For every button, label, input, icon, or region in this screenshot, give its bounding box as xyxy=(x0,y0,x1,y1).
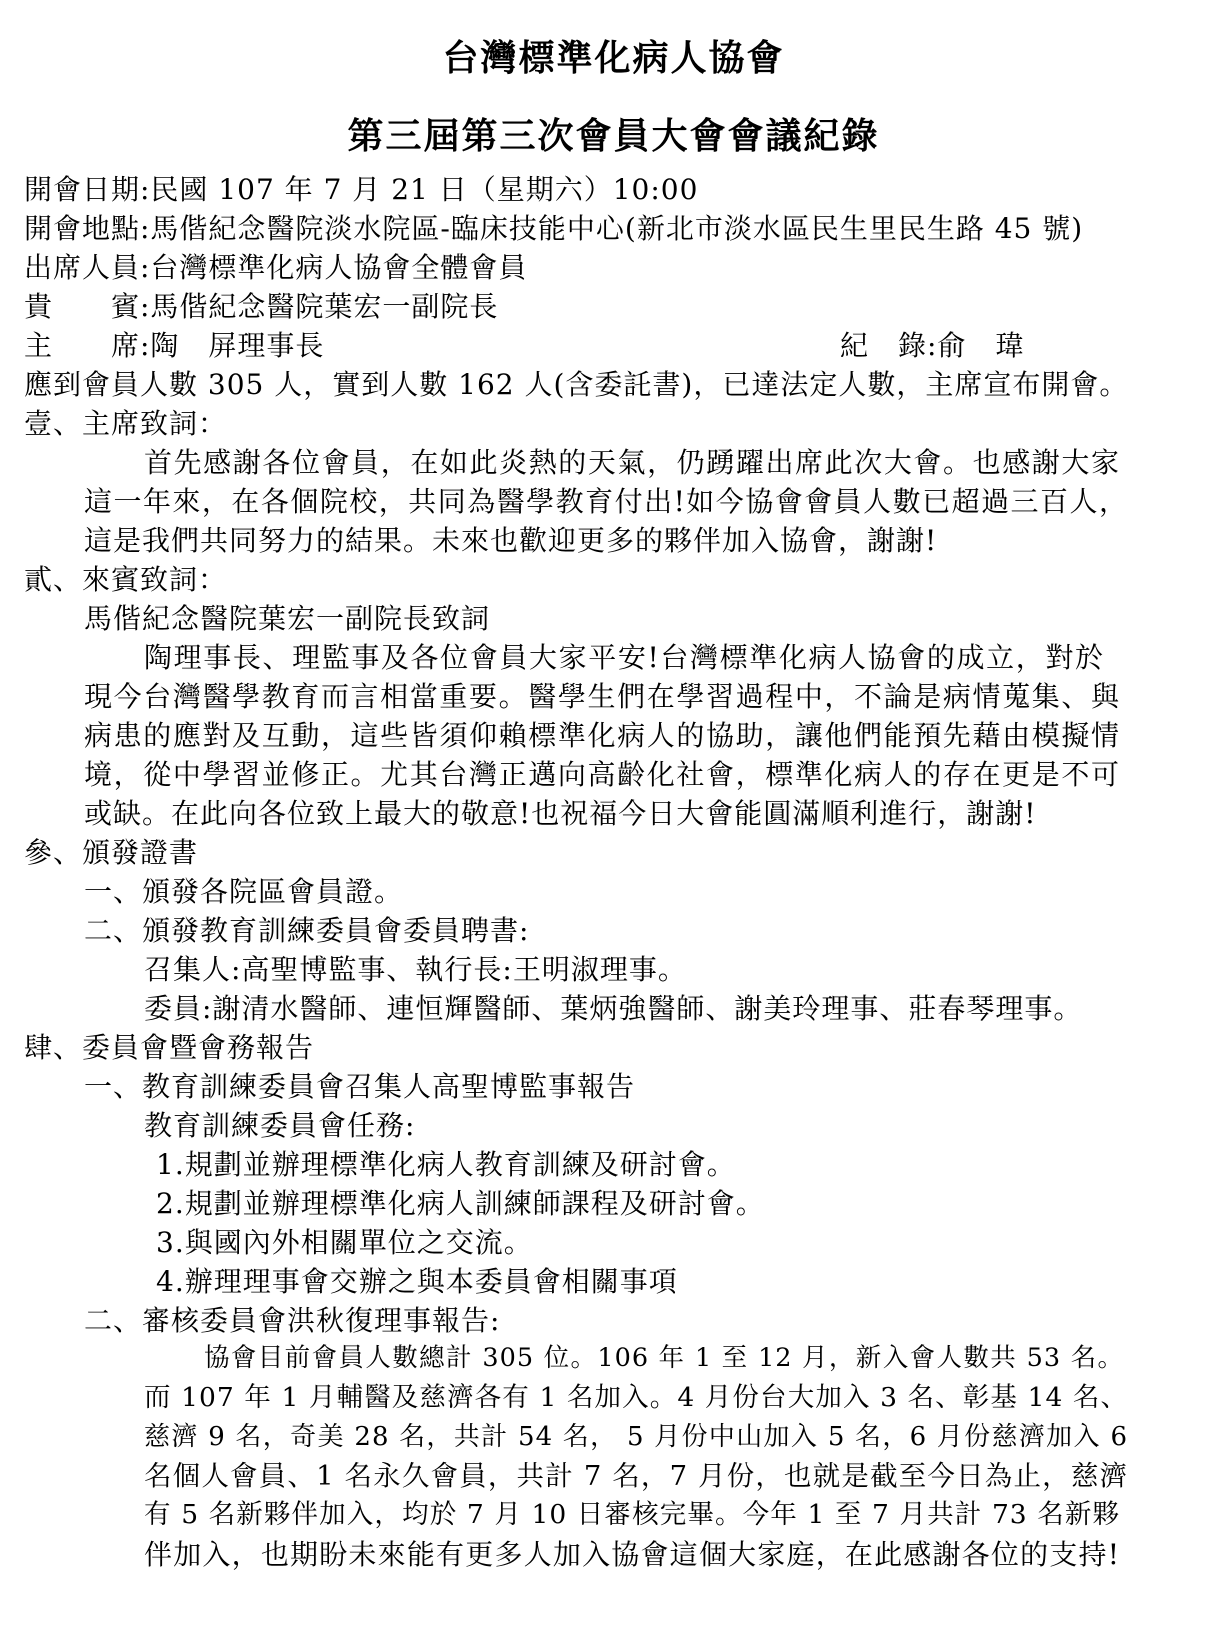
section-1-heading: 壹、主席致詞： xyxy=(24,407,228,440)
section-2-line: 或缺。在此向各位致上最大的敬意!也祝福今日大會能圓滿順利進行，謝謝! xyxy=(84,797,1037,830)
task-item: 4.辦理理事會交辦之與本委員會相關事項 xyxy=(156,1265,678,1298)
section-2-speaker: 馬偕紀念醫院葉宏一副院長致詞 xyxy=(84,602,491,635)
report-line: 伴加入，也期盼未來能有更多人加入協會這個大家庭，在此感謝各位的支持! xyxy=(144,1538,1120,1571)
task-item: 2.規劃並辦理標準化病人訓練師課程及研討會。 xyxy=(156,1187,765,1220)
section-2-line: 病患的應對及互動，這些皆須仰賴標準化病人的協助，讓他們能預先藉由模擬情 xyxy=(84,719,1120,752)
section-3-item: 二、頒發教育訓練委員會委員聘書: xyxy=(84,914,530,947)
section-2-line: 境，從中學習並修正。尤其台灣正邁向高齡化社會，標準化病人的存在更是不可 xyxy=(84,758,1120,791)
section-3-heading: 參、頒發證書 xyxy=(24,836,199,869)
document-subtitle: 第三屆第三次會員大會會議紀錄 xyxy=(347,115,880,157)
section-2-heading: 貳、來賓致詞： xyxy=(24,563,228,596)
task-item: 3.與國內外相關單位之交流。 xyxy=(156,1226,533,1259)
section-3-item: 一、頒發各院區會員證。 xyxy=(84,875,404,908)
section-1-line: 首先感謝各位會員，在如此炎熱的天氣，仍踴躍出席此次大會。也感謝大家 xyxy=(144,446,1120,479)
attendees: 出席人員:台灣標準化病人協會全體會員 xyxy=(24,251,528,284)
report-line: 而 107 年 1 月輔醫及慈濟各有 1 名加入。4 月份台大加入 3 名、彰基 14 名、 xyxy=(144,1382,1128,1413)
committee-members: 委員:謝清水醫師、連恒輝醫師、葉炳強醫師、謝美玲理事、莊春琴理事。 xyxy=(144,992,1083,1025)
guest: 貴 賓:馬偕紀念醫院葉宏一副院長 xyxy=(24,290,499,323)
quorum-statement: 應到會員人數 305 人，實到人數 162 人(含委託書)，已達法定人數，主席宣布開會。 xyxy=(24,368,1129,401)
section-2-line: 陶理事長、理監事及各位會員大家平安!台灣標準化病人協會的成立，對於 xyxy=(144,641,1104,674)
report-line: 慈濟 9 名，奇美 28 名，共計 54 名， 5 月份中山加入 5 名，6 月份慈濟加入 6 xyxy=(144,1422,1128,1452)
section-4-heading: 肆、委員會暨會務報告 xyxy=(24,1031,315,1064)
report-line: 有 5 名新夥伴加入，均於 7 月 10 日審核完畢。今年 1 至 7 月共計 73 名新夥 xyxy=(144,1499,1120,1530)
tasks-heading: 教育訓練委員會任務: xyxy=(144,1109,416,1142)
section-1-line: 這一年來，在各個院校，共同為醫學教育付出!如今協會會員人數已超過三百人， xyxy=(84,485,1128,518)
section-4-item: 二、審核委員會洪秋復理事報告: xyxy=(84,1304,501,1337)
meeting-date: 開會日期:民國 107 年 7 月 21 日（星期六）10:00 xyxy=(24,173,699,206)
document-title: 台灣標準化病人協會 xyxy=(442,37,785,79)
section-2-line: 現今台灣醫學教育而言相當重要。醫學生們在學習過程中，不論是病情蒐集、與 xyxy=(84,680,1120,713)
report-line: 名個人會員、1 名永久會員，共計 7 名，7 月份，也就是截至今日為止，慈濟 xyxy=(144,1460,1128,1492)
meeting-location: 開會地點:馬偕紀念醫院淡水院區-臨床技能中心(新北市淡水區民生里民生路 45 號) xyxy=(24,212,1084,245)
recorder: 紀 錄:俞 瑋 xyxy=(840,329,1025,362)
task-item: 1.規劃並辦理標準化病人教育訓練及研討會。 xyxy=(156,1148,736,1181)
section-4-item: 一、教育訓練委員會召集人高聖博監事報告 xyxy=(84,1070,636,1103)
section-1-line: 這是我們共同努力的結果。未來也歡迎更多的夥伴加入協會，謝謝! xyxy=(84,524,938,557)
report-line: 協會目前會員人數總計 305 位。106 年 1 至 12 月，新入會人數共 53 名。 xyxy=(204,1343,1124,1373)
chairperson: 主 席:陶 屏理事長 xyxy=(24,329,325,362)
committee-convener: 召集人:高聖博監事、執行長:王明淑理事。 xyxy=(144,953,687,986)
